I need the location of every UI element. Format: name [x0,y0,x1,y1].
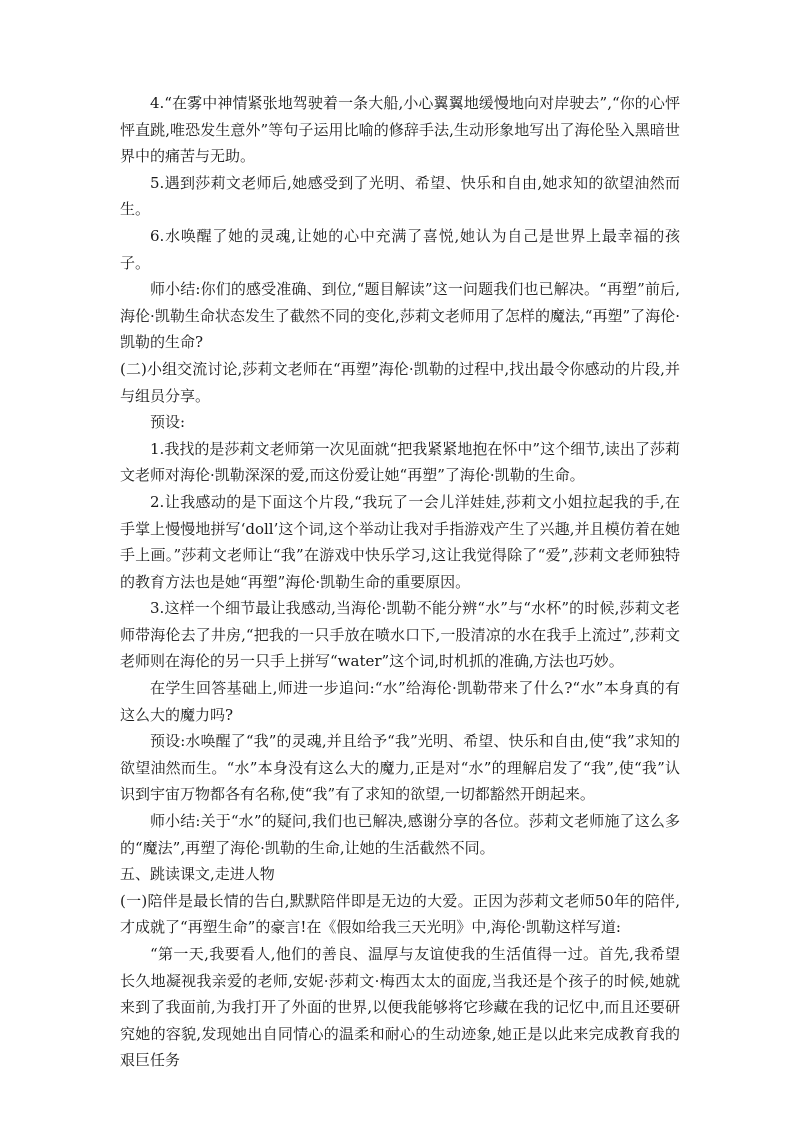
paragraph-preset-answer: 预设:水唤醒了“我”的灵魂,并且给予“我”光明、希望、快乐和自由,使“我”求知的欲望油然而生。“水”本身没有这么大的魔力,正是对“水”的理解启发了“我”,使“我”认识到宇宙万物都各有名称,使“我”有了求知的欲望,一切都豁然开朗起来。 [120,732,680,804]
paragraph-analysis-6: 6.水唤醒了她的灵魂,让她的心中充满了喜悦,她认为自己是世界上最幸福的孩子。 [120,226,680,272]
paragraph-companionship: (一)陪伴是最长情的告白,默默陪伴即是无边的大爱。正因为莎莉文老师50年的陪伴,才成就了“再塑生命”的豪言!在《假如给我三天光明》中,海伦·凯勒这样写道: [120,891,680,937]
paragraph-follow-up-question: 在学生回答基础上,师进一步追问:“水”给海伦·凯勒带来了什么?“水”本身真的有这么大的魔力吗? [120,679,680,724]
paragraph-group-discussion: (二)小组交流讨论,莎莉文老师在“再塑”海伦·凯勒的过程中,找出最令你感动的片段,并与组员分享。 [120,359,680,405]
paragraph-teacher-summary-2: 师小结:关于“水”的疑问,我们也已解决,感谢分享的各位。莎莉文老师施了这么多的“魔法”,再塑了海伦·凯勒的生命,让她的生活截然不同。 [120,812,680,857]
paragraph-preset-2: 2.让我感动的是下面这个片段,“我玩了一会儿洋娃娃,莎莉文小姐拉起我的手,在手掌上慢慢地拼写‘doll’这个词,这个举动让我对手指游戏产生了兴趣,并且模仿着在她手上画。”莎莉文老师让“我”在游戏中快乐学习,这让我觉得除了“爱”,莎莉文老师独特的教育方法也是她“再塑”海伦·凯勒生命的重要原因。 [120,492,680,591]
paragraph-preset-1: 1.我找的是莎莉文老师第一次见面就“把我紧紧地抱在怀中”这个细节,读出了莎莉文老师对海伦·凯勒深深的爱,而这份爱让她“再塑”了海伦·凯勒的生命。 [120,439,680,485]
paragraph-analysis-4: 4.“在雾中神情紧张地驾驶着一条大船,小心翼翼地缓慢地向对岸驶去”,“你的心怦怦直跳,唯恐发生意外”等句子运用比喻的修辞手法,生动形象地写出了海伦坠入黑暗世界中的痛苦与无助。 [120,94,680,166]
paragraph-teacher-summary-1: 师小结:你们的感受准确、到位,“题目解读”这一问题我们也已解决。“再塑”前后,海伦·凯勒生命状态发生了截然不同的变化,莎莉文老师用了怎样的魔法,“再塑”了海伦·凯勒的生命? [120,280,680,352]
paragraph-preset-3: 3.这样一个细节最让我感动,当海伦·凯勒不能分辨“水”与“水杯”的时候,莎莉文老师带海伦去了井房,“把我的一只手放在喷水口下,一股清凉的水在我手上流过”,莎莉文老师则在海伦的另一只手上拼写“water”这个词,时机抓的准确,方法也巧妙。 [120,599,680,671]
paragraph-quote-first-day: “第一天,我要看人,他们的善良、温厚与友谊使我的生活值得一过。首先,我希望长久地凝视我亲爱的老师,安妮·莎莉文·梅西太太的面庞,当我还是个孩子的时候,她就来到了我面前,为我打开了外面的世界,以便我能够将它珍藏在我的记忆中,而且还要研究她的容貌,发现她出自同情心的温柔和耐心的生动迹象,她正是以此来完成教育我的艰巨任务 [120,945,680,1070]
document-body [120,90,680,1074]
paragraph-analysis-5: 5.遇到莎莉文老师后,她感受到了光明、希望、快乐和自由,她求知的欲望油然而生。 [120,173,680,219]
paragraph-preset-label: 预设: [150,413,186,432]
section-heading-five: 五、跳读课文,走进人物 [120,865,275,884]
